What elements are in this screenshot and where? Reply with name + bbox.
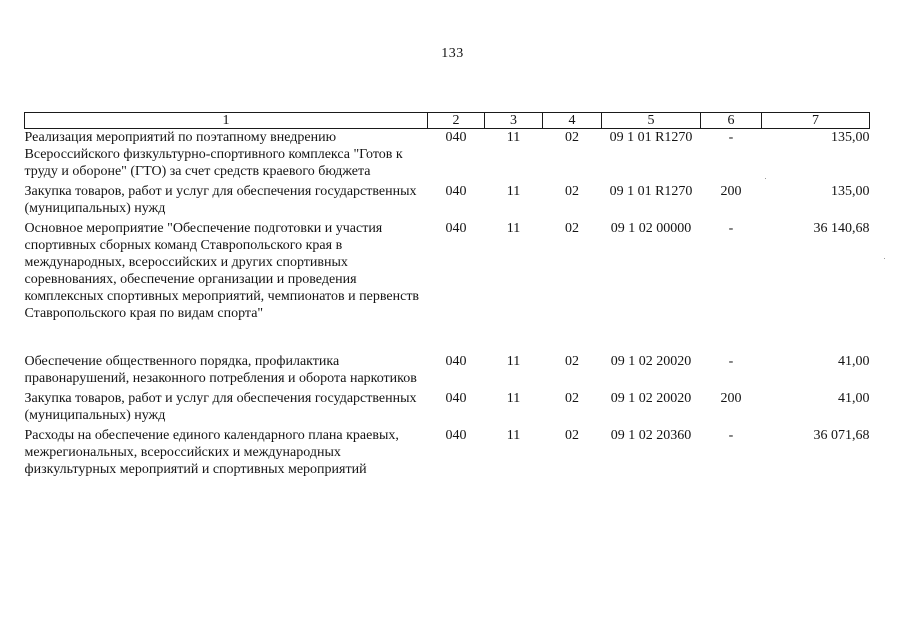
row-target-code: 09 1 02 20020: [610, 354, 692, 369]
table-row: [25, 353, 870, 390]
row-amount: 135,00: [831, 184, 870, 199]
row-subsection-code: 02: [565, 428, 579, 443]
page-number: 133: [441, 46, 464, 61]
row-section-code: 11: [506, 184, 521, 199]
header-cell-4: 4: [543, 113, 602, 129]
row-target-code: 09 1 01 R1270: [609, 130, 693, 145]
row-target-code: 09 1 02 00000: [610, 221, 692, 236]
row-ministry-code: 040: [445, 184, 467, 199]
header-cell-5: 5: [602, 113, 701, 129]
row-ministry-code: 040: [445, 221, 467, 236]
row-target-code: 09 1 01 R1270: [609, 184, 693, 199]
row-expense-type: -: [728, 221, 734, 236]
table-row: [25, 220, 870, 353]
table-row: [25, 390, 870, 427]
row-section-code: 11: [506, 130, 521, 145]
row-amount: 41,00: [838, 354, 870, 369]
row-ministry-code: 040: [445, 354, 467, 369]
row-name: Обеспечение общественного порядка, профилактика правонарушений, незаконного потребления и оборота наркотиков: [24, 354, 417, 386]
row-section-code: 11: [506, 391, 521, 406]
header-cell-2: 2: [428, 113, 485, 129]
header-cell-6: 6: [701, 113, 762, 129]
row-expense-type: -: [728, 354, 734, 369]
table-row: [25, 183, 870, 220]
row-subsection-code: 02: [565, 221, 579, 236]
table-row: [25, 427, 870, 481]
row-subsection-code: 02: [565, 184, 579, 199]
row-amount: 135,00: [831, 130, 870, 145]
row-name: Реализация мероприятий по поэтапному внедрению Всероссийского физкультурно-спортивного комплекса "Готов к труду и обороне" (ГТО) за счет средств краевого бюджета: [24, 130, 403, 179]
row-section-code: 11: [506, 221, 521, 236]
row-section-code: 11: [506, 354, 521, 369]
header-cell-3: 3: [485, 113, 543, 129]
row-expense-type: -: [728, 428, 734, 443]
row-ministry-code: 040: [445, 391, 467, 406]
row-target-code: 09 1 02 20360: [610, 428, 692, 443]
row-amount: 36 140,68: [813, 221, 870, 236]
row-subsection-code: 02: [565, 354, 579, 369]
budget-table: [24, 112, 870, 481]
row-subsection-code: 02: [565, 391, 579, 406]
table-row: [25, 129, 870, 184]
row-section-code: 11: [506, 428, 521, 443]
row-name: Закупка товаров, работ и услуг для обеспечения государственных (муниципальных) нужд: [24, 184, 417, 216]
row-amount: 41,00: [838, 391, 870, 406]
row-name: Основное мероприятие "Обеспечение подготовки и участия спортивных сборных команд Ставропольского края в международных, всероссийских и других спортивных соревнованиях, обеспечение организации и проведения комплексных спортивных мероприятий, чемпионатов и первенств Ставропольского края по видам спорта": [24, 221, 420, 321]
header-cell-7: 7: [762, 113, 870, 129]
row-expense-type: 200: [720, 184, 742, 199]
scan-speck: [884, 258, 885, 259]
row-ministry-code: 040: [445, 428, 467, 443]
row-amount: 36 071,68: [813, 428, 870, 443]
row-subsection-code: 02: [565, 130, 579, 145]
row-name: Расходы на обеспечение единого календарного плана краевых, межрегиональных, всероссийских и международных физкультурных мероприятий и спортивных мероприятий: [24, 428, 399, 477]
scan-speck: [765, 178, 766, 179]
header-row: [25, 113, 870, 129]
row-expense-type: -: [728, 130, 734, 145]
row-expense-type: 200: [720, 391, 742, 406]
header-cell-1: 1: [25, 113, 428, 129]
row-target-code: 09 1 02 20020: [610, 391, 692, 406]
row-name: Закупка товаров, работ и услуг для обеспечения государственных (муниципальных) нужд: [24, 391, 417, 423]
row-ministry-code: 040: [445, 130, 467, 145]
